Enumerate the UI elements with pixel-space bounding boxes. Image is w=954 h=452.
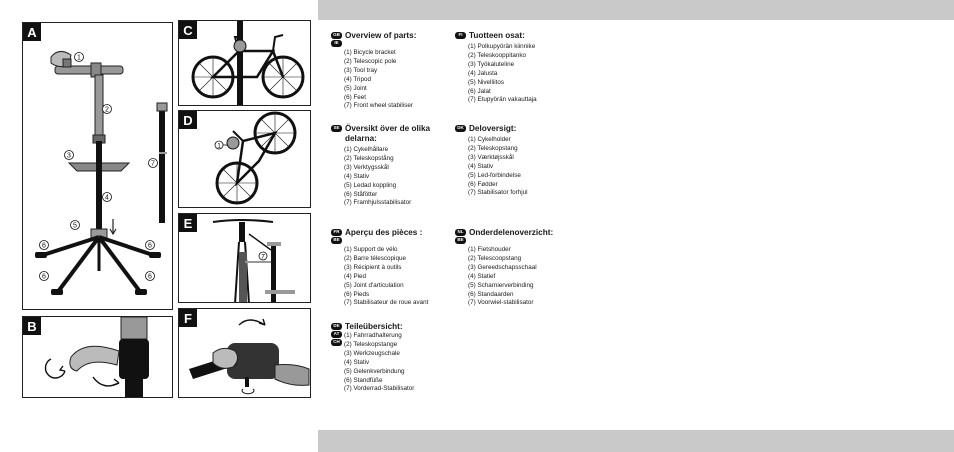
section-title: Aperçu des pièces : — [345, 228, 423, 237]
parts-list — [344, 49, 437, 111]
bicycle-mount-illustration — [179, 21, 311, 106]
country-flag-badge: BE — [331, 237, 342, 244]
country-flag-badge: SE — [331, 125, 342, 132]
list-item: (2) Teleskopstång — [344, 154, 394, 162]
list-item: (2) Barre télescopique — [344, 254, 406, 262]
section-title: Overview of parts: — [345, 31, 417, 40]
list-item: (3) Työkaluteline — [468, 60, 515, 68]
list-item: (4) Jalusta — [468, 69, 498, 77]
list-item: (5) Nivelliitos — [468, 78, 505, 86]
parts-list — [468, 43, 561, 105]
list-item: (5) Gelenkverbindung — [344, 367, 405, 375]
callout-4: 4 — [105, 194, 109, 202]
list-item: (5) Joint d'articulation — [344, 281, 404, 289]
list-item: (5) Ledad koppling — [344, 181, 397, 189]
parts-list — [468, 246, 579, 308]
panel-letter: C — [179, 21, 197, 39]
country-flag-badge: BE — [455, 237, 466, 244]
list-item: (2) Telescopic pole — [344, 57, 397, 65]
list-item: (2) Teleskooppitanko — [468, 51, 526, 59]
panel-f-figure — [178, 308, 311, 398]
panel-letter: B — [23, 317, 41, 335]
list-item: (3) Værktøjsskål — [468, 153, 514, 161]
panel-letter: D — [179, 111, 197, 129]
panel-letter: F — [179, 309, 197, 327]
section-title: Översikt över de olika delarna: — [345, 124, 431, 143]
list-item: (5) Led-forbindelse — [468, 171, 521, 179]
parts-list — [344, 332, 437, 394]
clamp-operation-illustration — [179, 309, 311, 398]
list-item: (4) Statief — [468, 272, 496, 280]
list-item: (7) Front wheel stabiliser — [344, 102, 413, 110]
callout-6: 6 — [148, 242, 152, 250]
callout-3: 3 — [67, 152, 71, 160]
callout-1: 1 — [77, 54, 81, 62]
list-item: (7) Stabilisator forhjul — [468, 189, 528, 197]
panel-c-figure — [178, 20, 311, 106]
list-item: (5) Scharnierverbinding — [468, 281, 534, 289]
country-flag-badge: FR — [331, 229, 342, 236]
callout-2: 2 — [105, 106, 109, 114]
joint-lever-illustration — [23, 317, 173, 398]
list-item: (6) Standaarden — [468, 290, 514, 298]
list-item: (1) Bicycle bracket — [344, 49, 396, 56]
list-item: (6) Fødder — [468, 180, 498, 188]
list-item: (5) Joint — [344, 84, 367, 92]
panel-letter: E — [179, 214, 197, 232]
list-item: (6) Feet — [344, 93, 367, 101]
list-item: (4) Stativ — [344, 172, 370, 180]
list-item: (1) Support de vélo — [344, 246, 398, 253]
section-se — [331, 124, 437, 208]
footer-bar — [318, 430, 954, 452]
list-item: (7) Stabilisateur de roue avant — [344, 299, 429, 307]
list-item: (6) Standfüße — [344, 376, 383, 384]
section-dk — [455, 124, 561, 198]
list-item: (4) Tripod — [344, 75, 371, 83]
list-item: (6) Pieds — [344, 290, 370, 298]
list-item: (4) Pied — [344, 272, 367, 280]
list-item: (6) Ståfötter — [344, 190, 378, 198]
list-item: (7) Vorderrad-Stabilisator — [344, 385, 415, 393]
panel-e-figure — [178, 213, 311, 303]
front-wheel-stabiliser-illustration — [179, 214, 311, 303]
panel-b-figure — [22, 316, 173, 398]
list-item: (1) Cykelholder — [468, 136, 511, 143]
list-item: (7) Voorwiel-stabilisator — [468, 299, 534, 307]
list-item: (3) Récipient à outils — [344, 263, 402, 271]
list-item: (3) Gereedschapsschaal — [468, 263, 537, 271]
country-flag-badge: FI — [455, 32, 466, 39]
section-fr — [331, 228, 437, 308]
country-flag-badge: GB — [331, 32, 342, 39]
country-flag-badge: DK — [455, 125, 466, 132]
callout-6: 6 — [148, 273, 152, 281]
list-item: (7) Framhjulsstabilisator — [344, 199, 412, 207]
section-en — [331, 31, 437, 111]
list-item: (2) Teleskopstange — [344, 340, 398, 348]
panel-a-figure — [22, 22, 173, 310]
list-item: (4) Stativ — [344, 358, 370, 366]
list-item: (6) Jalat — [468, 87, 491, 95]
section-title: Teileübersicht: — [345, 322, 403, 331]
country-flag-badge: DE — [331, 323, 342, 330]
callout-1: 1 — [217, 142, 221, 150]
list-item: (1) Polkupyörän kiinnike — [468, 43, 536, 50]
list-item: (1) Cykelhållare — [344, 146, 389, 153]
callout-6: 6 — [42, 273, 46, 281]
section-nl — [455, 228, 579, 308]
parts-list — [468, 136, 561, 198]
list-item: (2) Teleskopstang — [468, 144, 518, 152]
section-title: Tuotteen osat: — [469, 31, 525, 40]
list-item: (1) Fahrradhalterung — [344, 332, 402, 339]
country-flag-badge: NL — [455, 229, 466, 236]
parts-list — [344, 246, 437, 308]
list-item: (2) Telescoopstang — [468, 254, 522, 262]
country-flag-badge: IE — [331, 40, 342, 47]
list-item: (7) Etupyörän vakauttaja — [468, 96, 537, 104]
country-flag-badge: AT — [331, 331, 342, 338]
parts-list — [344, 146, 437, 208]
country-flag-badge: CH — [331, 339, 342, 346]
section-title: Onderdelenoverzicht: — [469, 228, 554, 237]
list-item: (3) Tool tray — [344, 66, 378, 74]
callout-7: 7 — [151, 160, 155, 168]
bicycle-tilted-illustration — [179, 111, 311, 208]
panel-letter: A — [23, 23, 41, 41]
list-item: (1) Fietshouder — [468, 246, 511, 253]
repair-stand-illustration — [23, 23, 173, 310]
callout-6: 6 — [42, 242, 46, 250]
section-de — [331, 322, 437, 394]
callout-7: 7 — [261, 253, 265, 261]
list-item: (3) Verktygsskål — [344, 163, 389, 171]
callout-5: 5 — [73, 222, 77, 230]
panel-d-figure — [178, 110, 311, 208]
header-bar — [318, 0, 954, 20]
list-item: (3) Werkzeugschale — [344, 349, 400, 357]
list-item: (4) Stativ — [468, 162, 494, 170]
section-fi — [455, 31, 561, 105]
section-title: Deloversigt: — [469, 124, 517, 133]
